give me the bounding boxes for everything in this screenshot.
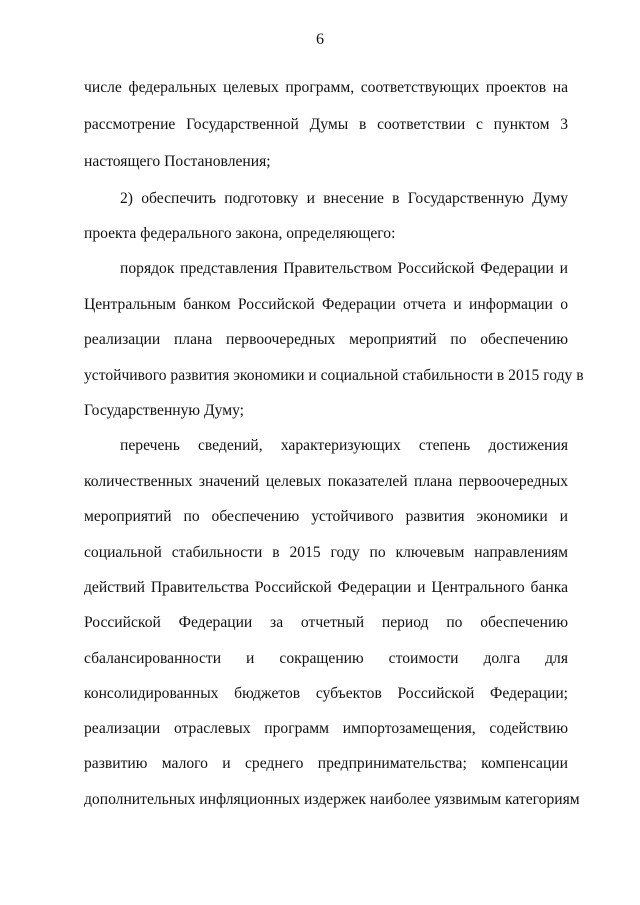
text-line: проекта федерального закона, определяющего: — [84, 225, 396, 242]
text-line: мероприятий по обеспечению устойчивого развития экономики и — [84, 508, 568, 525]
text-line: числе федеральных целевых программ, соответствующих проектов на — [84, 79, 568, 96]
page-number: 6 — [316, 31, 324, 48]
text-line: рассмотрение Государственной Думы в соответствии с пунктом 3 — [84, 116, 568, 133]
text-line: Российской Федерации за отчетный период по обеспечению — [84, 614, 568, 631]
text-line: дополнительных инфляционных издержек наиболее уязвимым категориям — [84, 791, 580, 808]
text-line: действий Правительства Российской Федерации и Центрального банка — [84, 579, 568, 596]
text-line: перечень сведений, характеризующих степень достижения — [120, 437, 568, 454]
text-line: устойчивого развития экономики и социальной стабильности в 2015 году в — [84, 367, 584, 384]
text-line: количественных значений целевых показателей плана первоочередных — [84, 473, 568, 490]
text-line: консолидированных бюджетов субъектов Российской Федерации; — [84, 685, 568, 702]
text-line: реализации плана первоочередных мероприятий по обеспечению — [84, 331, 568, 348]
text-line: реализации отраслевых программ импортозамещения, содействию — [84, 720, 568, 737]
text-line: социальной стабильности в 2015 году по ключевым направлениям — [84, 544, 568, 561]
text-line: Центральным банком Российской Федерации отчета и информации о — [84, 296, 568, 313]
text-line: развитию малого и среднего предпринимательства; компенсации — [84, 755, 568, 772]
text-line: настоящего Постановления; — [84, 153, 271, 170]
text-line: сбалансированности и сокращению стоимости долга для — [84, 650, 568, 667]
text-line: 2) обеспечить подготовку и внесение в Государственную Думу — [120, 190, 568, 207]
text-line: порядок представления Правительством Российской Федерации и — [120, 260, 568, 277]
text-line: Государственную Думу; — [84, 402, 244, 419]
